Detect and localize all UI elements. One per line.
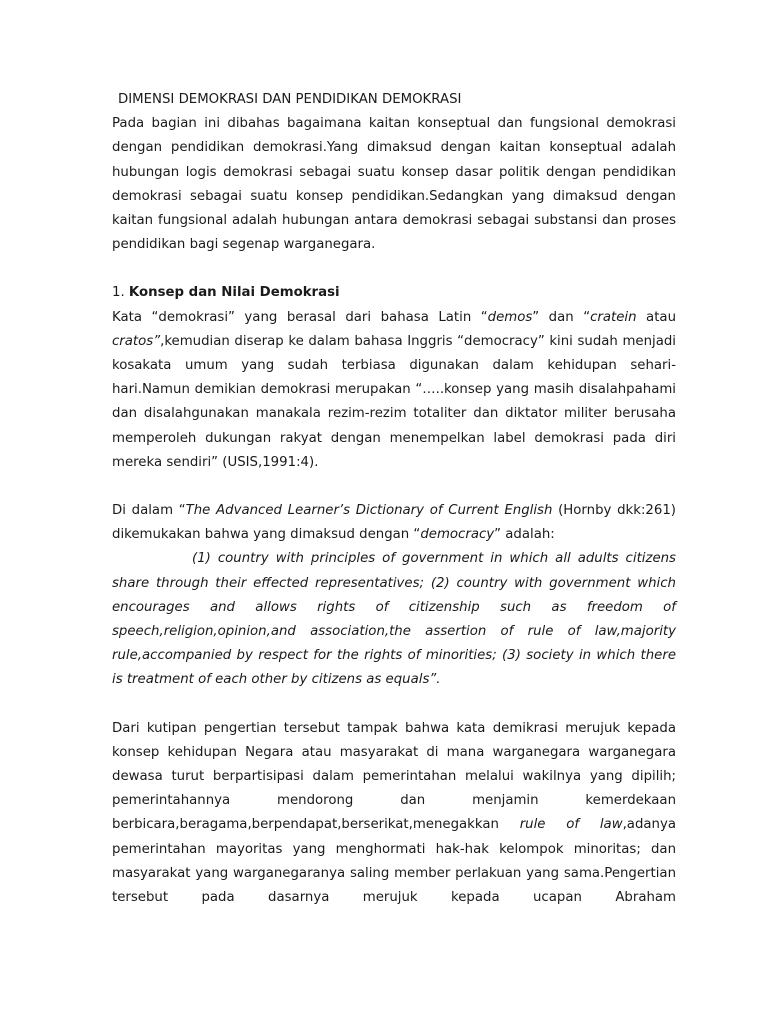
section-number: 1. <box>112 285 125 301</box>
text-run: Kata “demokrasi” yang berasal dari bahasa Latin “ <box>112 309 488 325</box>
text-run: ,adanya pemerintahan mayoritas yang menghormati hak-hak kelompok minoritas; dan masyarakat yang warganegaranya saling member perlakuan yang sama.Pengertian tersebut pada dasarnya merujuk kepada ucapan Abraham <box>112 817 676 906</box>
paragraph-spacer <box>112 257 676 281</box>
section-title: Konsep dan Nilai Demokrasi <box>128 285 340 301</box>
document-title: DIMENSI DEMOKRASI DAN PENDIDIKAN DEMOKRASI <box>118 92 462 107</box>
intro-paragraph: Pada bagian ini dibahas bagaimana kaitan konseptual dan fungsional demokrasi dengan pendidikan demokrasi.Yang dimaksud dengan kaitan konseptual adalah hubungan logis demokrasi sebagai suatu konsep dasar politik dengan pendidikan demokrasi sebagai suatu konsep pendidikan.Sedangkan yang dimaksud dengan kaitan fungsional adalah hubungan antara demokrasi sebagai substansi dan proses pendidikan bagi segenap warganegara. <box>112 116 676 253</box>
text-run: ” adalah: <box>494 527 555 543</box>
text-run: Dari kutipan pengertian tersebut tampak bahwa kata demikrasi merujuk kepada konsep kehidupan Negara atau masyarakat di mana warganegara warganegara dewasa turut berpartisipasi dalam pemerintahan melalui wakilnya yang dipilih; pemerintahannya mendorong dan menjamin kemerdekaan berbicara,beragama,berpendapat,berserikat,menegakkan <box>112 720 676 833</box>
text-run: ” dan “ <box>532 309 591 325</box>
text-run: atau <box>636 309 676 325</box>
dictionary-quote: (1) country with principles of government in which all adults citizens share through their effected representatives; (2) country with government which encourages and allows rights of citizenship such as freedom of speech,religion,opinion,and association,the assertion of rule of law,majority rule,accompanied by respect for the rights of minorities; (3) society in which there is treatment of each other by citizens as equals”. <box>112 551 676 688</box>
italic-term-rule-of-law: rule of law <box>519 817 623 833</box>
italic-term-cratos: cratos” <box>112 333 161 349</box>
definition-paragraph <box>112 306 676 475</box>
text-run: ,kemudian diserap ke dalam bahasa Inggris “democracy” kini sudah menjadi kosakata umum yang sudah terbiasa digunakan dalam kehidupan sehari-hari.Namun demikian demokrasi merupakan “…..konsep yang masih disalahpahami dan disalahgunakan manakala rezim-rezim totaliter dan diktator militer berusaha memperoleh dukungan rakyat dengan menempelkan label demokrasi pada diri mereka sendiri” (USIS,1991:4). <box>112 333 676 470</box>
paragraph-spacer <box>112 475 676 499</box>
italic-dictionary-title: The Advanced Learner’s Dictionary of Current English <box>185 503 553 519</box>
italic-term-demos: demos <box>487 309 533 325</box>
italic-term-cratein: cratein <box>590 309 637 325</box>
section-heading <box>112 281 676 305</box>
interpretation-paragraph <box>112 717 676 911</box>
paragraph-spacer <box>112 693 676 717</box>
text-run: (Hornby dkk:261) dikemukakan bahwa yang dimaksud dengan “ <box>112 503 676 543</box>
italic-term-democracy: democracy <box>420 527 495 543</box>
document-body <box>112 88 676 910</box>
text-run: Di dalam “ <box>112 503 186 519</box>
dictionary-paragraph <box>112 499 676 547</box>
